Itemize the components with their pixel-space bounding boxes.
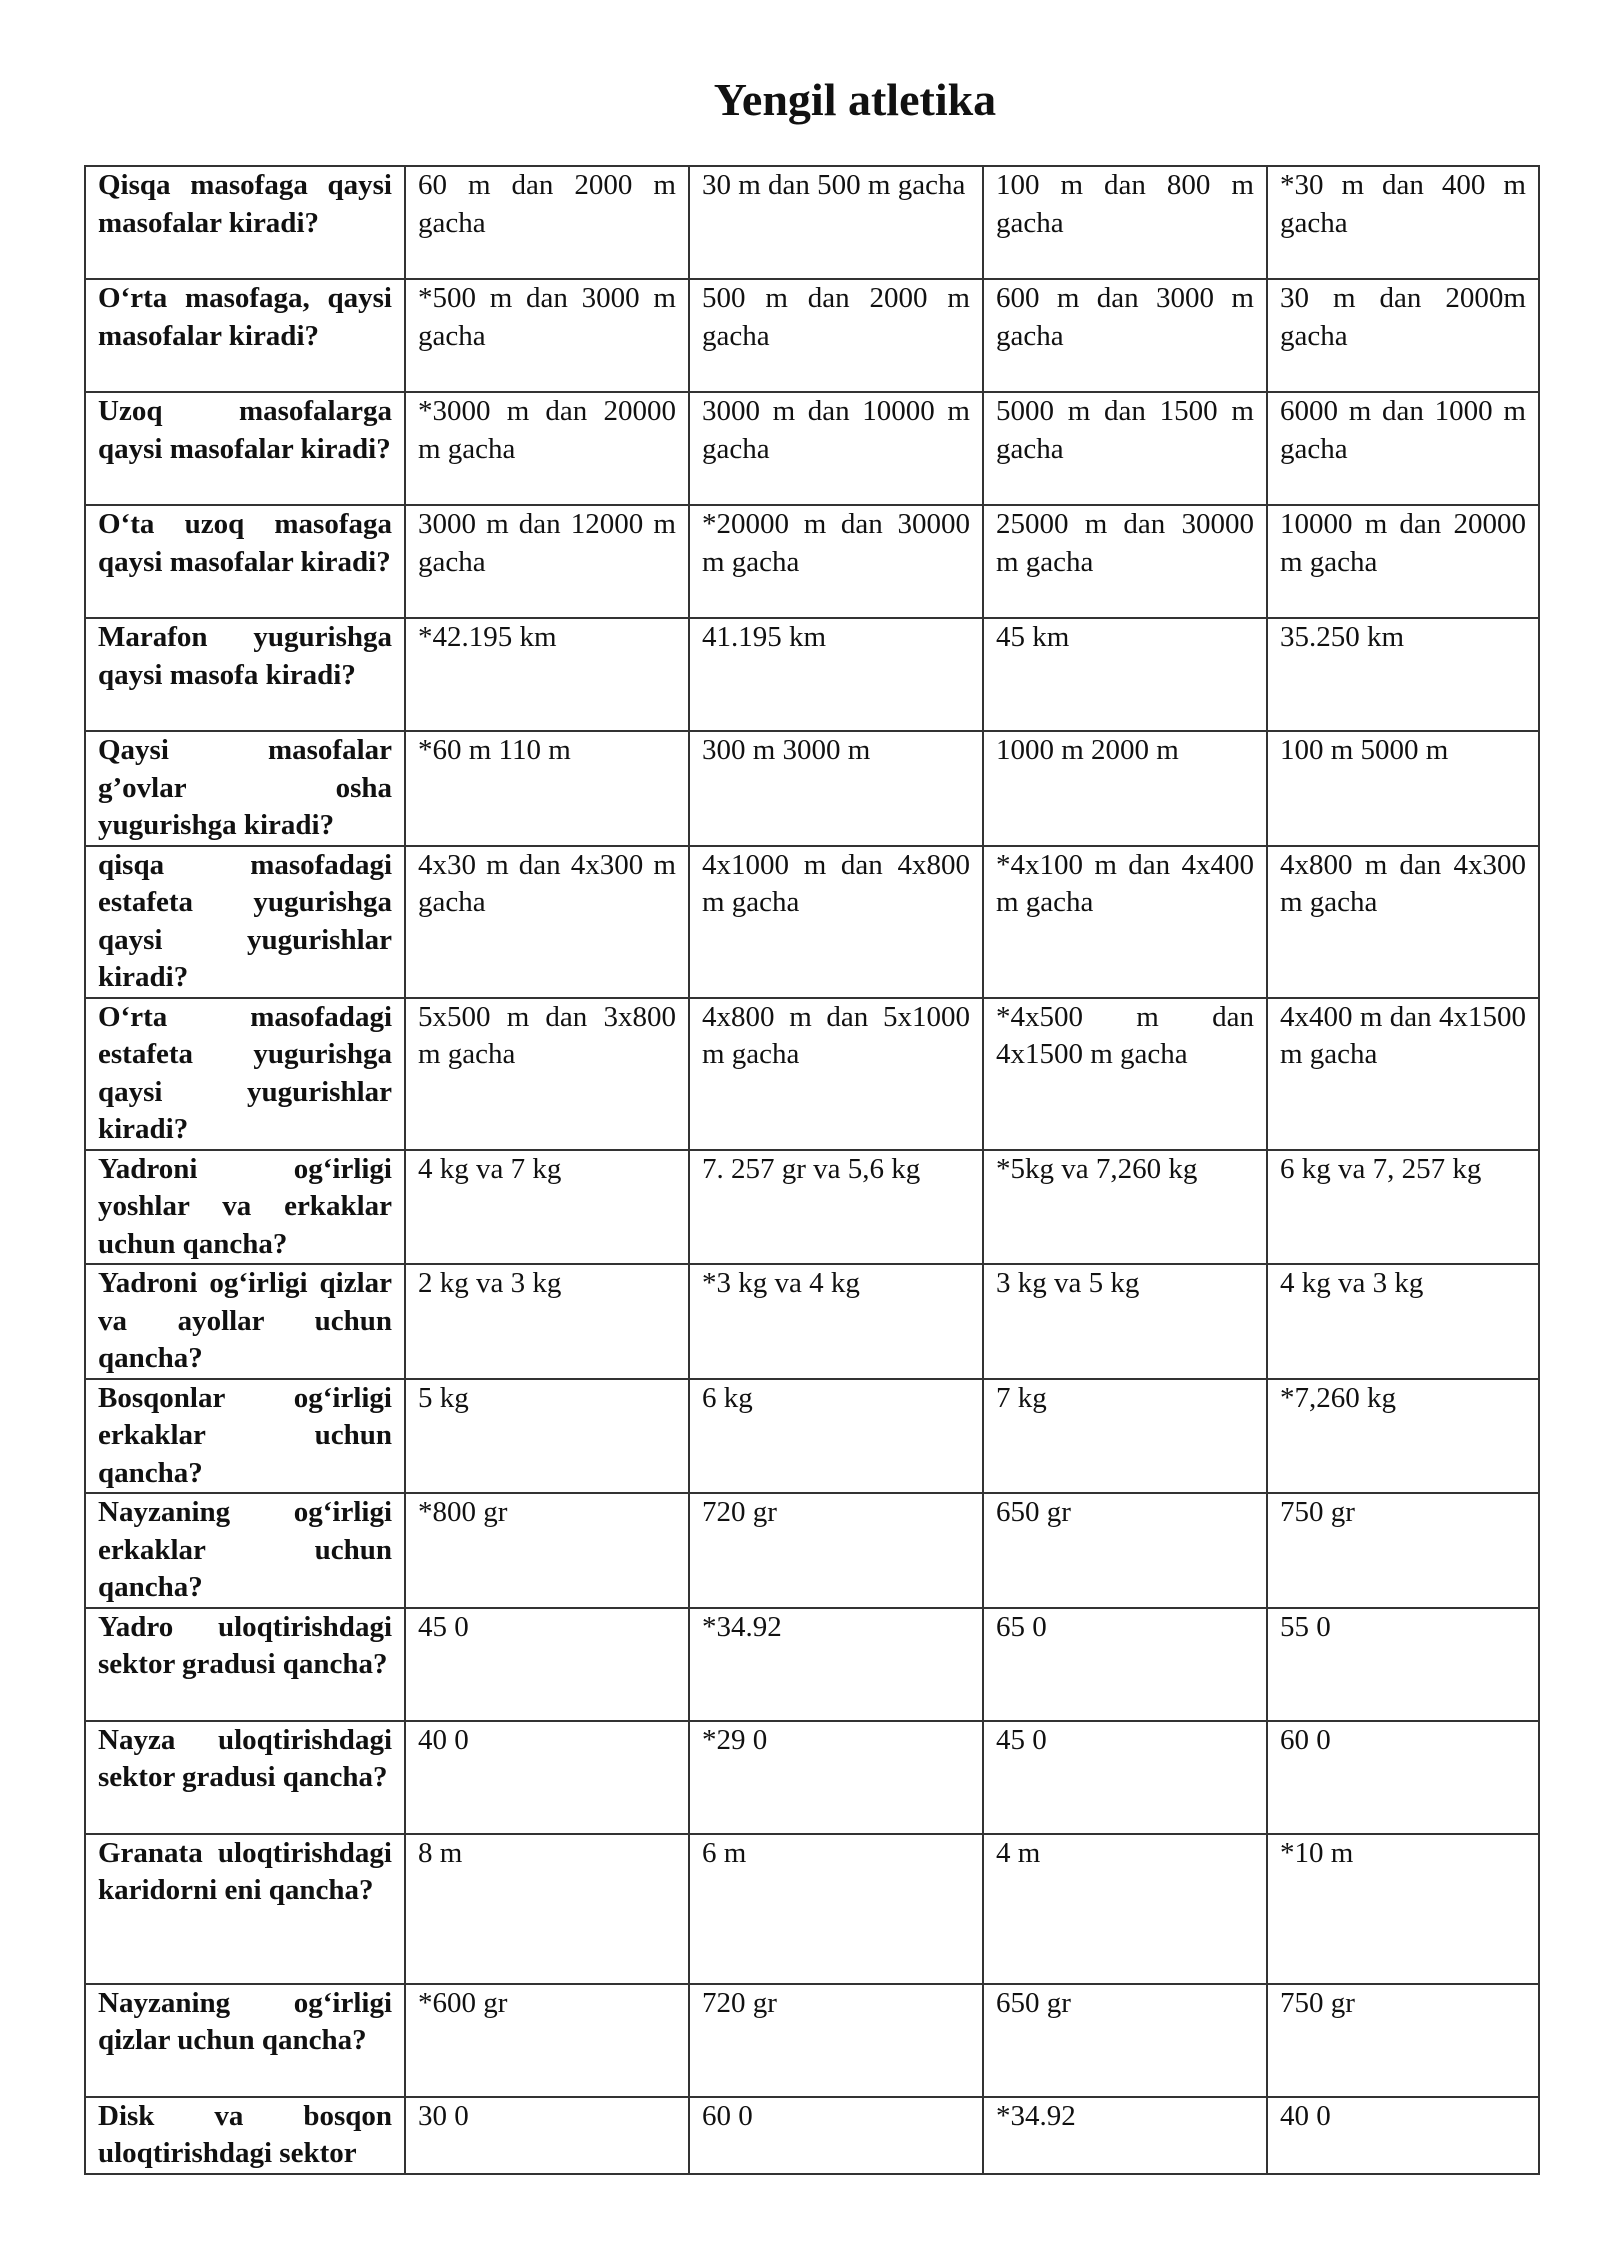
answer-cell-4 <box>1267 1984 1539 2097</box>
answer-cell-1 <box>405 618 689 731</box>
answer-cell-2 <box>689 1834 983 1984</box>
table-row <box>85 1834 1539 1984</box>
answer-cell-4 <box>1267 1150 1539 1265</box>
answer-cell-3 <box>983 392 1267 505</box>
answer-cell-1 <box>405 1150 689 1265</box>
question-cell <box>85 505 405 618</box>
question-text: qisqa masofadagi estafeta yugurishga qaysi yugurishlar kiradi? <box>98 848 392 993</box>
question-text: Uzoq masofalarga qaysi masofalar kiradi? <box>98 395 392 465</box>
answer-text: 600 m dan 3000 m gacha <box>996 282 1254 352</box>
answer-text: 6 kg <box>702 1381 753 1414</box>
answer-cell-1 <box>405 1984 689 2097</box>
question-text: O‘rta masofadagi estafeta yugurishga qaysi yugurishlar kiradi? <box>98 1000 392 1145</box>
answer-text: 4 m <box>996 1836 1041 1869</box>
answer-text: *3000 m dan 20000 m gacha <box>418 395 676 465</box>
question-cell <box>85 1264 405 1379</box>
answer-text: 30 m dan 500 m gacha <box>702 169 966 201</box>
answer-cell-1 <box>405 1264 689 1379</box>
answer-text: 25000 m dan 30000 m gacha <box>996 508 1254 578</box>
answer-cell-4 <box>1267 1721 1539 1834</box>
question-cell <box>85 392 405 505</box>
answer-cell-1 <box>405 998 689 1150</box>
answer-cell-4 <box>1267 1379 1539 1494</box>
answer-text: 10000 m dan 20000 m gacha <box>1280 508 1526 578</box>
answer-cell-2 <box>689 1721 983 1834</box>
answer-text: 40 0 <box>418 1723 469 1756</box>
page-title: Yengil atletika <box>713 74 997 125</box>
question-text: Marafon yugurishga qaysi masofa kiradi? <box>98 621 392 691</box>
answer-text: *30 m dan 400 m gacha <box>1280 169 1526 239</box>
answer-text: 720 gr <box>702 1496 777 1528</box>
answer-cell-4 <box>1267 846 1539 998</box>
answer-text: 4x1000 m dan 4x800 m gacha <box>702 848 970 918</box>
answer-text: 8 m <box>418 1836 463 1869</box>
question-text: Nayzaning og‘irligi erkaklar uchun qancha? <box>98 1496 392 1603</box>
question-cell <box>85 1834 405 1984</box>
table-row <box>85 998 1539 1150</box>
answer-cell-3 <box>983 1379 1267 1494</box>
answer-text: 720 gr <box>702 1986 777 2019</box>
answer-cell-1 <box>405 846 689 998</box>
table-row <box>85 731 1539 846</box>
answer-text: *7,260 kg <box>1280 1381 1396 1414</box>
answer-text: 3 kg va 5 kg <box>996 1267 1140 1299</box>
answer-text: 300 m 3000 m <box>702 734 871 766</box>
answer-cell-3 <box>983 1721 1267 1834</box>
answer-text: 4x800 m dan 5x1000 m gacha <box>702 1000 970 1070</box>
answer-text: 40 0 <box>1280 2099 1331 2132</box>
quiz-table <box>84 165 1540 2175</box>
table-row <box>85 505 1539 618</box>
answer-cell-2 <box>689 1608 983 1721</box>
answer-text: 60 0 <box>702 2099 753 2132</box>
answer-cell-2 <box>689 1493 983 1608</box>
question-text: Nayza uloqtirishdagi sektor gradusi qancha? <box>98 1723 392 1793</box>
answer-text: 650 gr <box>996 1986 1071 2019</box>
answer-text: 45 km <box>996 621 1070 653</box>
question-cell <box>85 1608 405 1721</box>
answer-text: 45 0 <box>996 1723 1047 1756</box>
answer-cell-1 <box>405 1493 689 1608</box>
answer-cell-1 <box>405 2097 689 2174</box>
answer-text: 4x800 m dan 4x300 m gacha <box>1280 848 1526 918</box>
question-cell <box>85 1379 405 1494</box>
question-text: Disk va bosqon uloqtirishdagi sektor <box>98 2099 392 2169</box>
answer-cell-3 <box>983 1984 1267 2097</box>
answer-cell-2 <box>689 846 983 998</box>
table-row <box>85 1493 1539 1608</box>
answer-cell-3 <box>983 279 1267 392</box>
question-text: Qisqa masofaga qaysi masofalar kiradi? <box>98 169 392 239</box>
answer-text: 2 kg va 3 kg <box>418 1267 562 1299</box>
answer-cell-3 <box>983 166 1267 279</box>
question-text: Bosqonlar og‘irligi erkaklar uchun qancha? <box>98 1381 392 1489</box>
answer-cell-3 <box>983 1150 1267 1265</box>
answer-cell-3 <box>983 731 1267 846</box>
answer-cell-2 <box>689 1984 983 2097</box>
answer-cell-4 <box>1267 1608 1539 1721</box>
question-cell <box>85 1984 405 2097</box>
answer-text: *60 m 110 m <box>418 734 571 766</box>
question-cell <box>85 998 405 1150</box>
answer-text: *42.195 km <box>418 621 557 653</box>
question-cell <box>85 731 405 846</box>
answer-cell-3 <box>983 846 1267 998</box>
answer-text: *34.92 <box>996 2099 1076 2132</box>
answer-text: 5000 m dan 1500 m gacha <box>996 395 1254 465</box>
table-row <box>85 166 1539 279</box>
table-row <box>85 846 1539 998</box>
answer-cell-1 <box>405 1608 689 1721</box>
answer-text: 5 kg <box>418 1381 469 1414</box>
question-text: Yadroni og‘irligi qizlar va ayollar uchun qancha? <box>98 1267 392 1374</box>
answer-cell-4 <box>1267 392 1539 505</box>
answer-cell-3 <box>983 998 1267 1150</box>
answer-text: 41.195 km <box>702 621 827 653</box>
answer-text: 4x30 m dan 4x300 m gacha <box>418 848 676 918</box>
answer-text: 30 0 <box>418 2099 469 2132</box>
answer-cell-3 <box>983 1493 1267 1608</box>
answer-cell-1 <box>405 279 689 392</box>
answer-cell-3 <box>983 618 1267 731</box>
answer-text: 6 kg va 7, 257 kg <box>1280 1152 1482 1185</box>
answer-text: *3 kg va 4 kg <box>702 1267 860 1299</box>
answer-text: 7 kg <box>996 1381 1047 1414</box>
question-cell <box>85 1493 405 1608</box>
answer-cell-2 <box>689 505 983 618</box>
answer-text: 3000 m dan 10000 m gacha <box>702 395 970 465</box>
answer-cell-3 <box>983 1608 1267 1721</box>
answer-text: 100 m dan 800 m gacha <box>996 169 1254 239</box>
table-row <box>85 279 1539 392</box>
answer-text: 650 gr <box>996 1496 1071 1528</box>
answer-text: *10 m <box>1280 1836 1354 1869</box>
answer-cell-4 <box>1267 731 1539 846</box>
answer-text: 7. 257 gr va 5,6 kg <box>702 1152 921 1185</box>
table-row <box>85 1721 1539 1834</box>
table-row <box>85 1984 1539 2097</box>
question-cell <box>85 1150 405 1265</box>
answer-cell-1 <box>405 1834 689 1984</box>
table-row <box>85 392 1539 505</box>
answer-text: *34.92 <box>702 1610 782 1643</box>
table-row <box>85 1150 1539 1265</box>
question-text: Granata uloqtirishdagi karidorni eni qancha? <box>98 1836 392 1906</box>
table-row <box>85 1264 1539 1379</box>
answer-cell-2 <box>689 1379 983 1494</box>
answer-cell-4 <box>1267 166 1539 279</box>
answer-cell-3 <box>983 1264 1267 1379</box>
answer-text: 3000 m dan 12000 m gacha <box>418 508 676 578</box>
answer-text: 35.250 km <box>1280 621 1405 653</box>
answer-text: 45 0 <box>418 1610 469 1643</box>
answer-cell-4 <box>1267 505 1539 618</box>
answer-text: 100 m 5000 m <box>1280 734 1449 766</box>
answer-text: 60 m dan 2000 m gacha <box>418 169 676 239</box>
answer-cell-1 <box>405 392 689 505</box>
answer-text: 55 0 <box>1280 1610 1331 1643</box>
answer-cell-4 <box>1267 1493 1539 1608</box>
answer-cell-2 <box>689 618 983 731</box>
answer-cell-1 <box>405 1379 689 1494</box>
answer-text: 750 gr <box>1280 1986 1355 2019</box>
answer-text: *4x500 m dan 4x1500 m gacha <box>996 1000 1254 1070</box>
answer-cell-4 <box>1267 2097 1539 2174</box>
question-cell <box>85 1721 405 1834</box>
answer-cell-4 <box>1267 1834 1539 1984</box>
answer-cell-2 <box>689 279 983 392</box>
answer-text: 65 0 <box>996 1610 1047 1643</box>
answer-text: 4 kg va 3 kg <box>1280 1267 1424 1299</box>
question-text: Nayzaning og‘irligi qizlar uchun qancha? <box>98 1986 392 2056</box>
answer-cell-2 <box>689 2097 983 2174</box>
answer-cell-2 <box>689 998 983 1150</box>
answer-text: 6000 m dan 1000 m gacha <box>1280 395 1526 465</box>
answer-cell-1 <box>405 1721 689 1834</box>
answer-text: *4x100 m dan 4x400 m gacha <box>996 848 1254 918</box>
answer-text: *5kg va 7,260 kg <box>996 1152 1198 1185</box>
answer-text: 60 0 <box>1280 1723 1331 1756</box>
answer-cell-4 <box>1267 618 1539 731</box>
answer-cell-3 <box>983 505 1267 618</box>
answer-cell-1 <box>405 731 689 846</box>
answer-text: 5x500 m dan 3x800 m gacha <box>418 1000 676 1070</box>
question-text: Qaysi masofalar g’ovlar osha yugurishga kiradi? <box>98 734 392 841</box>
answer-cell-1 <box>405 166 689 279</box>
answer-text: 30 m dan 2000m gacha <box>1280 282 1526 352</box>
answer-cell-2 <box>689 731 983 846</box>
question-cell <box>85 846 405 998</box>
table-row <box>85 2097 1539 2174</box>
question-text: Yadroni og‘irligi yoshlar va erkaklar uchun qancha? <box>98 1152 392 1260</box>
answer-cell-2 <box>689 392 983 505</box>
answer-cell-3 <box>983 1834 1267 1984</box>
table-row <box>85 1608 1539 1721</box>
answer-text: *29 0 <box>702 1723 768 1756</box>
answer-text: 1000 m 2000 m <box>996 734 1179 766</box>
table-row <box>85 1379 1539 1494</box>
table-row <box>85 618 1539 731</box>
answer-text: *800 gr <box>418 1496 508 1528</box>
question-cell <box>85 618 405 731</box>
answer-cell-2 <box>689 1150 983 1265</box>
answer-cell-4 <box>1267 998 1539 1150</box>
quiz-table-body <box>85 166 1539 2174</box>
answer-cell-3 <box>983 2097 1267 2174</box>
answer-text: 4 kg va 7 kg <box>418 1152 562 1185</box>
answer-text: 4x400 m dan 4x1500 m gacha <box>1280 1000 1526 1070</box>
question-cell <box>85 2097 405 2174</box>
answer-text: *20000 m dan 30000 m gacha <box>702 508 970 578</box>
question-text: Yadro uloqtirishdagi sektor gradusi qancha? <box>98 1610 392 1680</box>
answer-text: 750 gr <box>1280 1496 1355 1528</box>
answer-cell-1 <box>405 505 689 618</box>
answer-text: *500 m dan 3000 m gacha <box>418 282 676 352</box>
question-cell <box>85 166 405 279</box>
answer-text: *600 gr <box>418 1986 508 2019</box>
answer-cell-4 <box>1267 1264 1539 1379</box>
answer-cell-4 <box>1267 279 1539 392</box>
answer-cell-2 <box>689 1264 983 1379</box>
question-text: O‘rta masofaga, qaysi masofalar kiradi? <box>98 282 392 352</box>
answer-cell-2 <box>689 166 983 279</box>
answer-text: 500 m dan 2000 m gacha <box>702 282 970 352</box>
answer-text: 6 m <box>702 1836 747 1869</box>
question-text: O‘ta uzoq masofaga qaysi masofalar kiradi? <box>98 508 392 578</box>
question-cell <box>85 279 405 392</box>
